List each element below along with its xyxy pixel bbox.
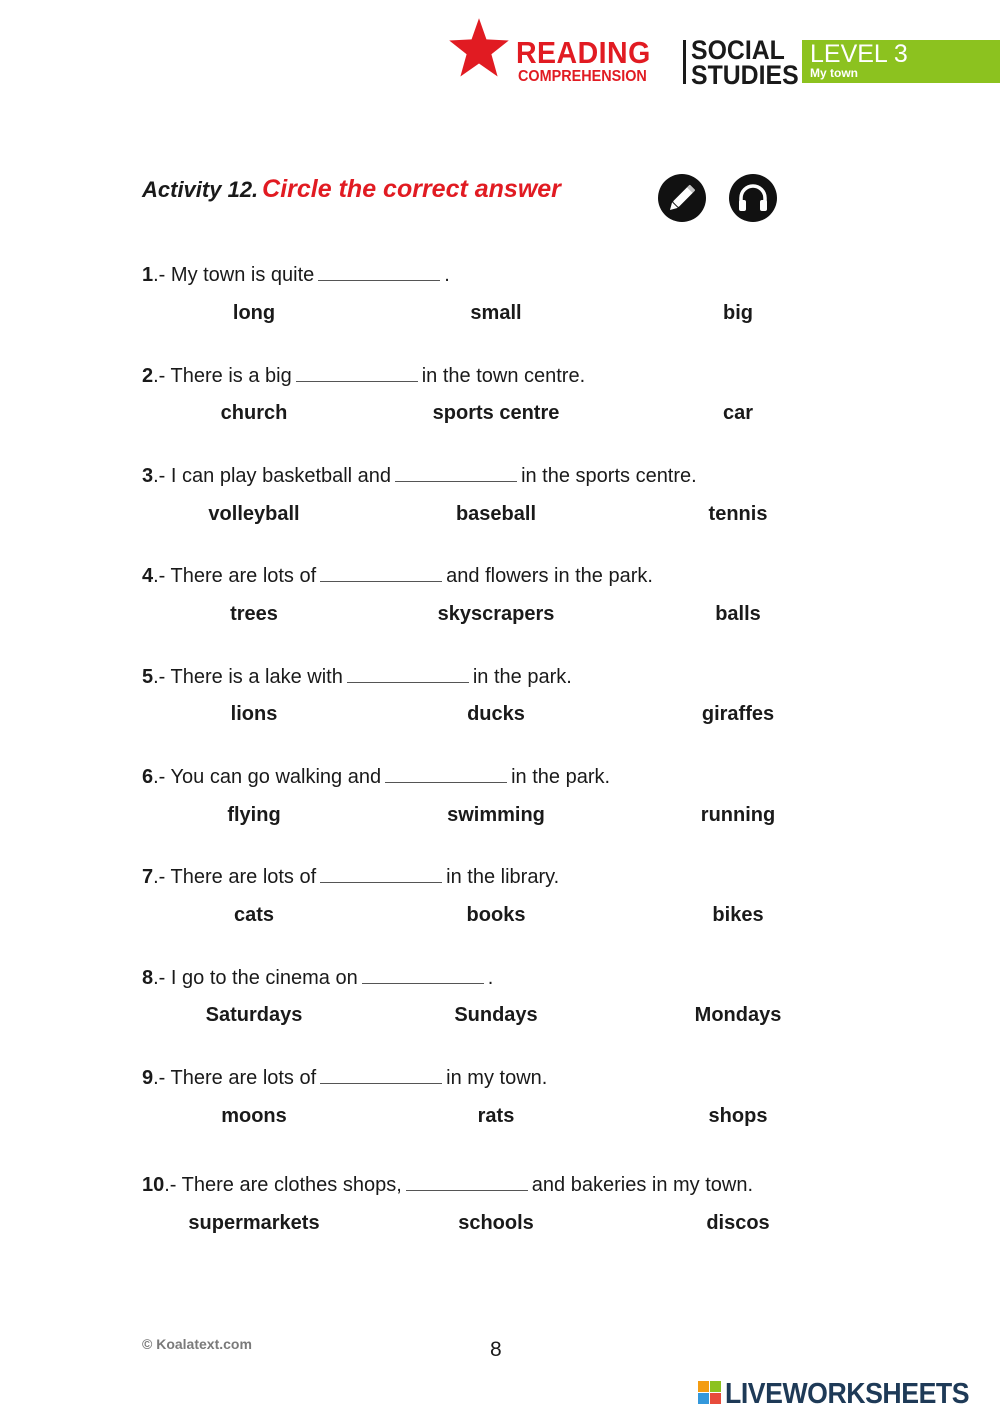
question-7: 7.- There are lots of in the library.	[142, 866, 560, 888]
option[interactable]: bikes	[712, 904, 764, 926]
option[interactable]: small	[470, 302, 522, 324]
option[interactable]: lions	[230, 703, 278, 725]
option[interactable]: skyscrapers	[437, 603, 555, 625]
question-10: 10.- There are clothes shops, and bakeries in my town.	[142, 1174, 754, 1196]
header-divider	[683, 40, 686, 84]
answer-blank	[320, 1067, 442, 1084]
copyright-notice: © Koalatext.com	[142, 1336, 252, 1352]
option[interactable]: long	[232, 302, 276, 324]
option[interactable]: schools	[458, 1212, 534, 1234]
option[interactable]: giraffes	[701, 703, 775, 725]
pencil-icon	[658, 174, 706, 222]
option[interactable]: balls	[715, 603, 761, 625]
answer-blank	[406, 1174, 528, 1191]
option[interactable]: discos	[706, 1212, 770, 1234]
option[interactable]: supermarkets	[188, 1212, 320, 1234]
question-2: 2.- There is a big in the town centre.	[142, 365, 586, 387]
answer-blank	[320, 565, 442, 582]
option[interactable]: Saturdays	[205, 1004, 303, 1026]
option[interactable]: moons	[221, 1105, 287, 1127]
level-label: LEVEL 3	[810, 40, 908, 68]
option[interactable]: sports centre	[432, 402, 560, 424]
answer-blank	[320, 866, 442, 883]
liveworksheets-wordmark: LIVEWORKSHEETS	[725, 1378, 970, 1410]
activity-heading	[142, 175, 561, 215]
option[interactable]: Mondays	[694, 1004, 782, 1026]
answer-blank	[395, 465, 517, 482]
question-5: 5.- There is a lake with in the park.	[142, 666, 572, 688]
subject-social: SOCIAL	[691, 35, 785, 65]
option[interactable]: shops	[708, 1105, 768, 1127]
option[interactable]: Sundays	[454, 1004, 538, 1026]
option[interactable]: big	[723, 302, 753, 324]
option[interactable]: baseball	[455, 503, 537, 525]
option[interactable]: ducks	[467, 703, 525, 725]
option[interactable]: rats	[477, 1105, 515, 1127]
option[interactable]: swimming	[447, 804, 545, 826]
question-3: 3.- I can play basketball and in the sports centre.	[142, 465, 697, 487]
answer-blank	[296, 365, 418, 382]
answer-blank	[385, 766, 507, 783]
option[interactable]: books	[466, 904, 526, 926]
option[interactable]: running	[700, 804, 776, 826]
question-8: 8.- I go to the cinema on .	[142, 967, 494, 989]
question-4: 4.- There are lots of and flowers in the park.	[142, 565, 653, 587]
answer-blank	[347, 666, 469, 683]
brand-reading: READING	[516, 35, 651, 70]
activity-title: Circle the correct answer	[262, 175, 561, 203]
page-number: 8	[490, 1338, 502, 1361]
question-9: 9.- There are lots of in my town.	[142, 1067, 548, 1089]
question-6: 6.- You can go walking and in the park.	[142, 766, 611, 788]
option[interactable]: church	[220, 402, 288, 424]
liveworksheets-grid-icon	[698, 1381, 722, 1405]
level-badge	[802, 40, 1000, 83]
option[interactable]: volleyball	[208, 503, 300, 525]
topic-label: My town	[810, 66, 858, 80]
star-icon	[448, 17, 510, 79]
option[interactable]: flying	[227, 804, 281, 826]
option[interactable]: trees	[230, 603, 278, 625]
subject-studies: STUDIES	[691, 60, 799, 90]
answer-blank	[362, 967, 484, 984]
option[interactable]: cats	[233, 904, 275, 926]
option[interactable]: tennis	[708, 503, 768, 525]
headphones-icon	[729, 174, 777, 222]
question-1: 1.- My town is quite .	[142, 264, 450, 286]
header-banner	[440, 14, 1000, 94]
answer-blank	[318, 264, 440, 281]
liveworksheets-logo[interactable]	[698, 1378, 998, 1412]
brand-comprehension: COMPREHENSION	[518, 68, 647, 85]
activity-number: Activity 12.	[142, 177, 259, 202]
option[interactable]: car	[722, 402, 754, 424]
